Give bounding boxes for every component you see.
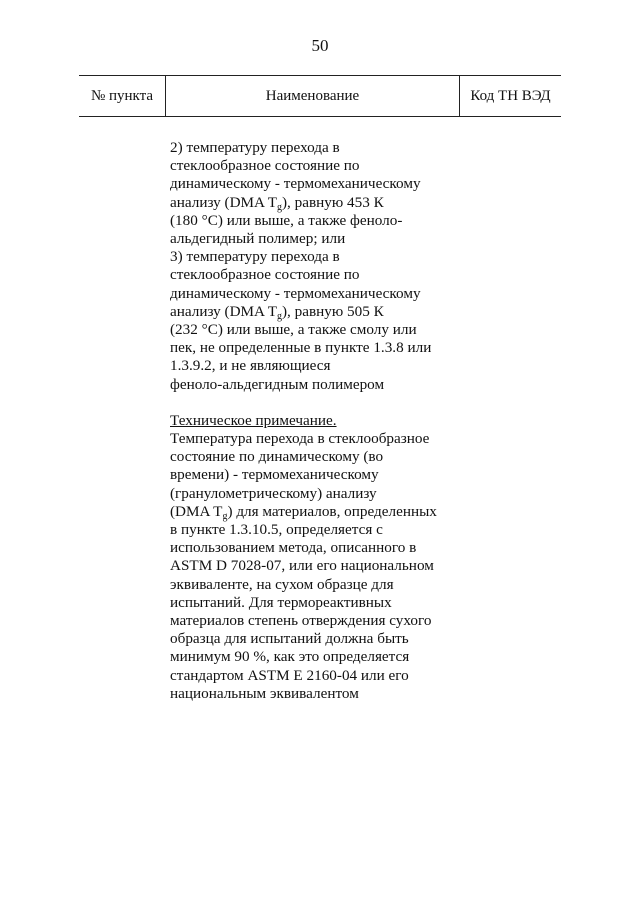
text-line: национальным эквивалентом	[170, 684, 359, 702]
text-line: 3) температуру перехода в	[170, 248, 340, 266]
text-line: стандартом ASTM E 2160-04 или его	[170, 666, 409, 684]
text-line: использованием метода, описанного в	[170, 539, 417, 557]
text-fragment: ), равную 505 К	[281, 302, 384, 320]
paragraph-gap	[170, 394, 460, 412]
text-line: стеклообразное состояние по	[170, 266, 360, 284]
text-line: минимум 90 %, как это определяется	[170, 648, 410, 666]
text-line: пек, не определенные в пункте 1.3.8 или	[170, 339, 432, 357]
text-fragment: анализу (DMA T	[170, 193, 277, 211]
item-content	[170, 139, 460, 703]
text-line: Температура перехода в стеклообразное	[170, 430, 430, 448]
subscript: g	[276, 310, 282, 322]
text-line: материалов степень отверждения сухого	[170, 612, 432, 630]
text-line	[170, 503, 460, 521]
subscript: g	[222, 510, 228, 522]
text-fragment: ), равную 453 К	[281, 193, 384, 211]
text-fragment: (DMA T	[170, 502, 223, 520]
text-fragment: анализу (DMA T	[170, 302, 277, 320]
text-line: времени) - термомеханическому	[170, 466, 379, 484]
text-line: (180 °С) или выше, а также феноло-	[170, 211, 403, 229]
item-2	[170, 139, 460, 248]
text-line: 2) температуру перехода в	[170, 139, 340, 156]
text-line: испытаний. Для термореактивных	[170, 593, 392, 611]
text-line: ASTM D 7028-07, или его национальном	[170, 557, 434, 575]
text-line: альдегидный полимер; или	[170, 230, 346, 248]
text-line	[170, 303, 460, 321]
text-line: (гранулометрическому) анализу	[170, 484, 377, 502]
text-line: в пункте 1.3.10.5, определяется с	[170, 521, 383, 539]
text-line: стеклообразное состояние по	[170, 157, 360, 175]
technical-note	[170, 412, 460, 703]
text-line: (232 °С) или выше, а также смолу или	[170, 321, 417, 339]
column-header-code: Код ТН ВЭД	[470, 87, 551, 104]
text-line: эквиваленте, на сухом образце для	[170, 575, 394, 593]
text-line: динамическому - термомеханическому	[170, 284, 421, 302]
text-line	[170, 194, 460, 212]
item-3	[170, 248, 460, 394]
subscript: g	[276, 201, 282, 213]
text-line: 1.3.9.2, и не являющиеся	[170, 357, 331, 375]
column-header-name: Наименование	[166, 76, 460, 116]
text-line: динамическому - термомеханическому	[170, 175, 421, 193]
text-line: феноло-альдегидным полимером	[170, 375, 385, 393]
note-title: Техническое примечание.	[170, 411, 337, 429]
text-line: образца для испытаний должна быть	[170, 630, 409, 648]
text-fragment: ) для материалов, определенных	[227, 502, 437, 520]
table-header	[79, 75, 561, 117]
text-line: состояние по динамическому (во	[170, 448, 384, 466]
page-number: 50	[311, 36, 329, 55]
column-header-number: № пункта	[79, 76, 166, 116]
